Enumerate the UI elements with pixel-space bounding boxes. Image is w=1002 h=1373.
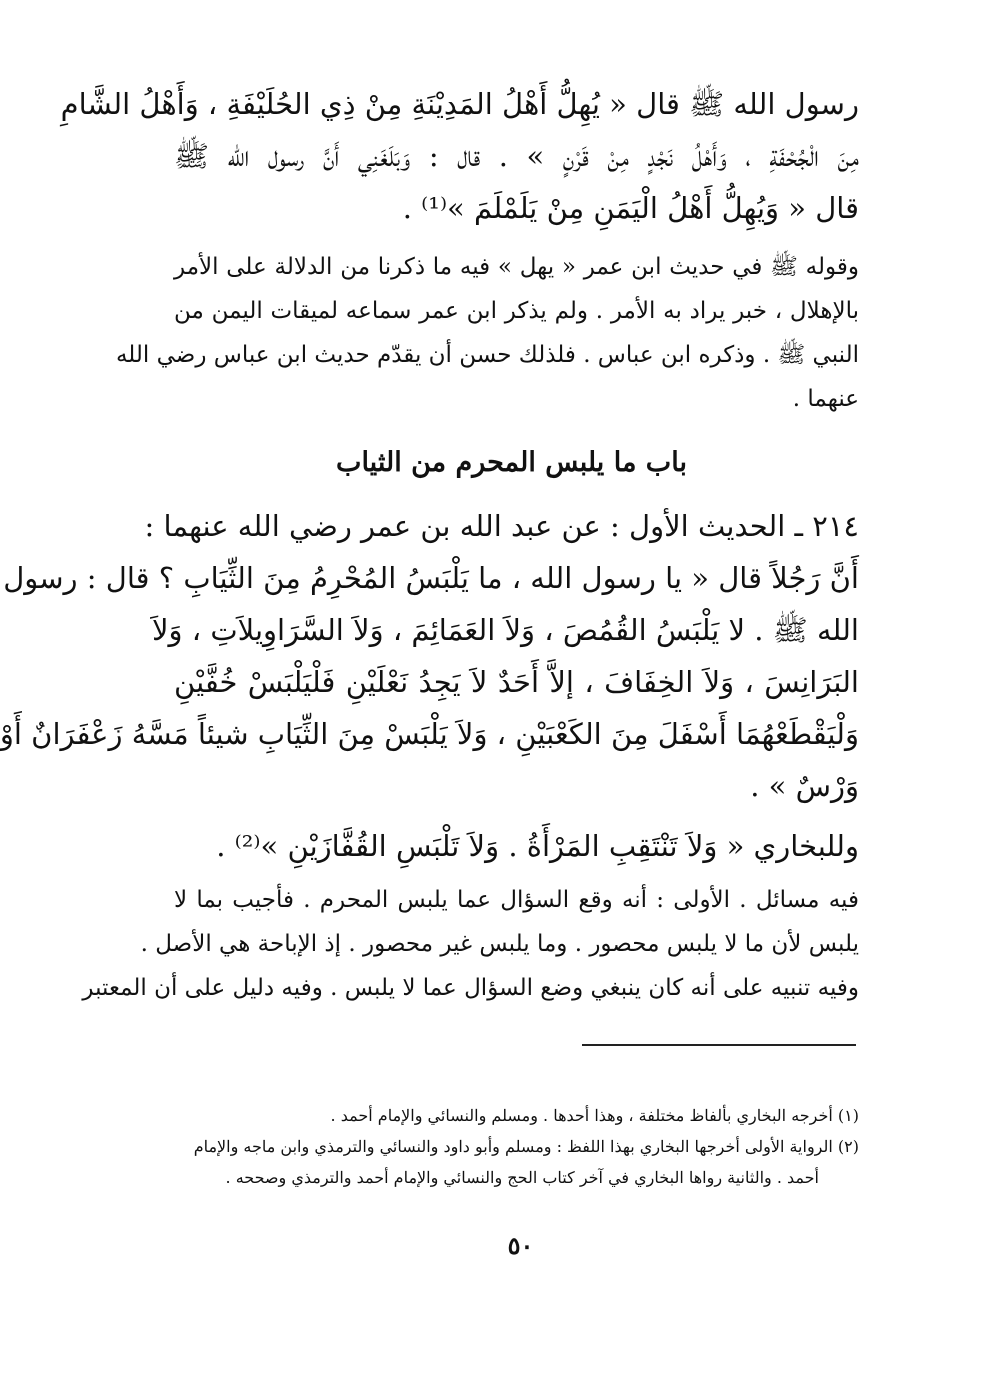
footnote-2-continuation: أحمد . والثانية رواها البخاري في آخر كتاب الحج والنسائي والإمام أحمد والترمذي وصححه .	[225, 1168, 819, 1187]
text-line: وَرْسٌ » .	[750, 769, 859, 803]
text-line: ٢١٤ ـ الحديث الأول : عن عبد الله بن عمر رضي الله عنهما :	[144, 509, 859, 543]
text-line: مِنَ الْجُحْفَةِ ، وَأَهْلُ نَجْدٍ مِنْ قَرْنٍ » . قال : وَبَلَغَنِي أَنَّ رسول الله ﷺ	[174, 139, 859, 173]
chapter-heading: باب ما يلبس المحرم من الثياب	[336, 447, 687, 478]
text-line: عنهما .	[792, 386, 859, 412]
text-line: البَرَانِسَ ، وَلاَ الخِفَافَ ، إلاَّ أَحَدٌ لاَ يَجِدُ نَعْلَيْنِ فَلْيَلْبَسْ خُفَّيْنِ	[174, 665, 859, 699]
text-line: فيه مسائل . الأولى : أنه وقع السؤال عما يلبس المحرم . فأجيب بما لا	[174, 887, 859, 913]
text-line: رسول الله ﷺ قال « يُهِلُّ أَهْلُ المَدِيْنَةِ مِنْ ذِي الحُلَيْفَةِ ، وَأَهْلُ الشَّامِ	[60, 87, 859, 121]
footnotes	[174, 1100, 859, 1193]
hadith-text-continuation	[60, 78, 859, 234]
footnote-1: (١) أخرجه البخاري بألفاظ مختلفة ، وهذا أحدها . ومسلم والنسائي والإمام أحمد .	[330, 1106, 859, 1125]
hadith-text	[0, 500, 859, 812]
page-number: ٥٠	[507, 1231, 534, 1260]
text-line: بالإهلال ، خبر يراد به الأمر . ولم يذكر ابن عمر سماعه لميقات اليمن من	[174, 298, 859, 324]
footnote-2: (٢) الرواية الأولى أخرجها البخاري بهذا اللفظ : ومسلم وأبو داود والنسائي والترمذي وابن ماجه والإمام	[193, 1137, 859, 1156]
footnote-separator	[582, 1044, 856, 1046]
text-line: وقوله ﷺ في حديث ابن عمر « يهل » فيه ما ذكرنا من الدلالة على الأمر	[174, 254, 859, 280]
text-line: قال « وَيُهِلُّ أَهْلُ الْيَمَنِ مِنْ يَلَمْلَمَ »⁽¹⁾ .	[402, 191, 859, 225]
text-line: النبي ﷺ . وذكره ابن عباس . فلذلك حسن أن يقدّم حديث ابن عباس رضي الله	[115, 342, 859, 368]
text-line: الله ﷺ . لا يَلْبَسُ القُمُصَ ، وَلاَ العَمَائِمَ ، وَلاَ السَّرَاوِيلاَتِ ، وَلاَ	[152, 613, 859, 647]
text-line: وَلْيَقْطَعْهُمَا أَسْفَلَ مِنَ الكَعْبَيْنِ ، وَلاَ يَلْبَسْ مِنَ الثِّيَابِ شيئاً مَسَّهُ زَعْفَرَانٌ أَوْ	[0, 717, 859, 751]
commentary-paragraph	[115, 245, 859, 421]
text-line: وفيه تنبيه على أنه كان ينبغي وضع السؤال عما لا يلبس . وفيه دليل على أن المعتبر	[82, 975, 859, 1001]
commentary-paragraph	[82, 878, 859, 1010]
text-line: أَنَّ رَجُلاً قال « يا رسول الله ، ما يَلْبَسُ المُحْرِمُ مِنَ الثِّيَابِ ؟ قال : رسول	[3, 561, 859, 595]
text-line: يلبس لأن ما لا يلبس محصور . وما يلبس غير محصور . إذ الإباحة هي الأصل .	[140, 931, 859, 957]
bukhari-narration	[174, 820, 859, 872]
text-line: وللبخاري « وَلاَ تَنْتَقِبِ المَرْأَةُ . وَلاَ تَلْبَسِ القُفَّازَيْنِ »⁽²⁾ .	[216, 829, 859, 863]
